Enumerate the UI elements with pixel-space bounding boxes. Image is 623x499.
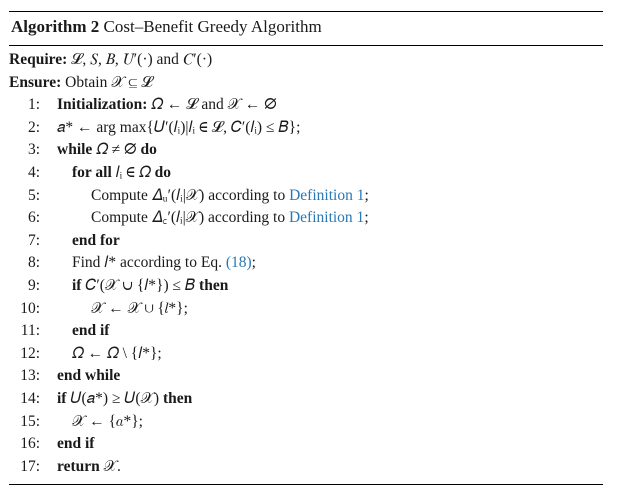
step-keyword-trailing: then — [162, 389, 193, 407]
algorithm-step — [9, 94, 603, 117]
algorithm-step — [9, 343, 603, 366]
reference-link[interactable]: Definition 1 — [289, 186, 365, 204]
step-punctuation: ; — [251, 254, 256, 272]
step-number: 17: — [20, 457, 40, 475]
step-number: 12: — [20, 344, 40, 362]
step-text: 𝒳. — [99, 457, 121, 475]
step-number: 9: — [27, 276, 40, 294]
algorithm-step — [9, 230, 603, 253]
step-text: 𝑈(𝑎*) ≥ 𝑈(𝒳) — [66, 389, 163, 407]
algorithm-body — [9, 46, 603, 478]
step-keyword: end if — [57, 435, 95, 453]
algorithm-title — [9, 12, 603, 42]
step-content — [91, 207, 369, 230]
algorithm-step — [9, 185, 603, 208]
step-content — [72, 343, 162, 366]
step-content — [57, 456, 121, 479]
algorithm-step — [9, 207, 603, 230]
step-number: 11: — [20, 322, 40, 340]
step-content — [72, 320, 109, 343]
step-content — [57, 117, 300, 140]
algorithm-name: Cost–Benefit Greedy Algorithm — [103, 17, 322, 36]
step-text: Compute 𝛥꜀′(𝑙ᵢ|𝒳) according to — [91, 209, 289, 227]
step-content — [72, 162, 171, 185]
step-content — [72, 275, 228, 298]
algorithm-step — [9, 365, 603, 388]
step-content — [72, 411, 143, 434]
step-lines — [9, 94, 603, 478]
step-number: 2: — [27, 118, 40, 136]
algorithm-step — [9, 139, 603, 162]
step-content — [91, 298, 188, 321]
step-punctuation: ; — [364, 186, 369, 204]
step-number: 14: — [20, 389, 40, 407]
step-keyword: while — [57, 141, 93, 159]
algorithm-step — [9, 388, 603, 411]
step-keyword: if — [57, 389, 67, 407]
step-keyword: end while — [57, 367, 121, 385]
algorithm-step — [9, 411, 603, 434]
step-content — [72, 230, 120, 253]
step-content — [57, 433, 94, 456]
step-content — [57, 139, 157, 162]
algorithm-step — [9, 298, 603, 321]
step-content — [91, 185, 369, 208]
step-text: Compute 𝛥ᵤ′(𝑙ᵢ|𝒳) according to — [91, 186, 290, 204]
reference-link[interactable]: (18) — [225, 254, 252, 272]
step-punctuation: ; — [364, 209, 369, 227]
step-text: 𝛺 ← 𝛺 \ {𝑙*}; — [72, 344, 162, 362]
step-keyword-trailing: do — [154, 163, 171, 181]
algorithm-step — [9, 433, 603, 456]
step-text: 𝑙ᵢ ∈ 𝛺 — [111, 163, 155, 181]
step-keyword: end if — [72, 322, 110, 340]
step-number: 7: — [27, 231, 40, 249]
step-keyword-trailing: then — [199, 276, 229, 294]
algorithm-box — [9, 11, 603, 478]
step-text: 𝛺 ≠ ∅ — [92, 141, 141, 159]
require-line — [9, 49, 603, 72]
step-text: 𝒳 ← {𝑎*}; — [72, 412, 143, 430]
step-text: 𝐶′(𝒳 ∪ {𝑙*}) ≤ 𝐵 — [81, 276, 200, 294]
step-number: 10: — [20, 299, 40, 317]
step-number: 6: — [27, 209, 40, 227]
step-keyword: return — [57, 457, 100, 475]
step-keyword: Initialization: — [57, 96, 148, 114]
step-keyword: for all — [72, 163, 112, 181]
step-content — [57, 388, 192, 411]
step-number: 13: — [20, 367, 40, 385]
algorithm-step — [9, 275, 603, 298]
step-number: 8: — [27, 254, 40, 272]
step-number: 4: — [27, 163, 40, 181]
step-keyword: if — [72, 276, 82, 294]
step-number: 3: — [27, 141, 40, 159]
step-keyword: end for — [72, 231, 120, 249]
step-keyword-trailing: do — [140, 141, 157, 159]
reference-link[interactable]: Definition 1 — [288, 209, 365, 227]
step-content — [57, 94, 277, 117]
step-number: 5: — [27, 186, 40, 204]
require-keyword: Require: — [9, 51, 68, 68]
bottom-rule — [9, 484, 603, 485]
step-number: 1: — [27, 96, 40, 114]
ensure-line — [9, 72, 603, 95]
step-content — [72, 252, 256, 275]
algorithm-step — [9, 162, 603, 185]
ensure-text: Obtain 𝒳 ⊆ 𝓛 — [65, 73, 153, 91]
algorithm-label: Algorithm 2 — [11, 17, 100, 36]
step-text: Find 𝑙* according to Eq. — [72, 254, 226, 272]
step-text: 𝒳 ← 𝒳 ∪ {𝑙*}; — [91, 299, 188, 317]
algorithm-step — [9, 456, 603, 479]
step-text: 𝑎* ← arg max{𝑈′(𝑙ᵢ)|𝑙ᵢ ∈ 𝓛, 𝐶′(𝑙ᵢ) ≤ 𝐵}; — [57, 118, 301, 136]
step-text: 𝛺 ← 𝓛 and 𝒳 ← ∅ — [147, 96, 277, 114]
step-number: 16: — [20, 435, 40, 453]
ensure-keyword: Ensure: — [9, 73, 62, 91]
require-text: 𝓛, 𝑆, 𝐵, 𝑈′(·) and 𝐶′(·) — [71, 51, 213, 68]
algorithm-step — [9, 117, 603, 140]
algorithm-step — [9, 320, 603, 343]
step-number: 15: — [20, 412, 40, 430]
algorithm-step — [9, 252, 603, 275]
step-content — [57, 365, 120, 388]
